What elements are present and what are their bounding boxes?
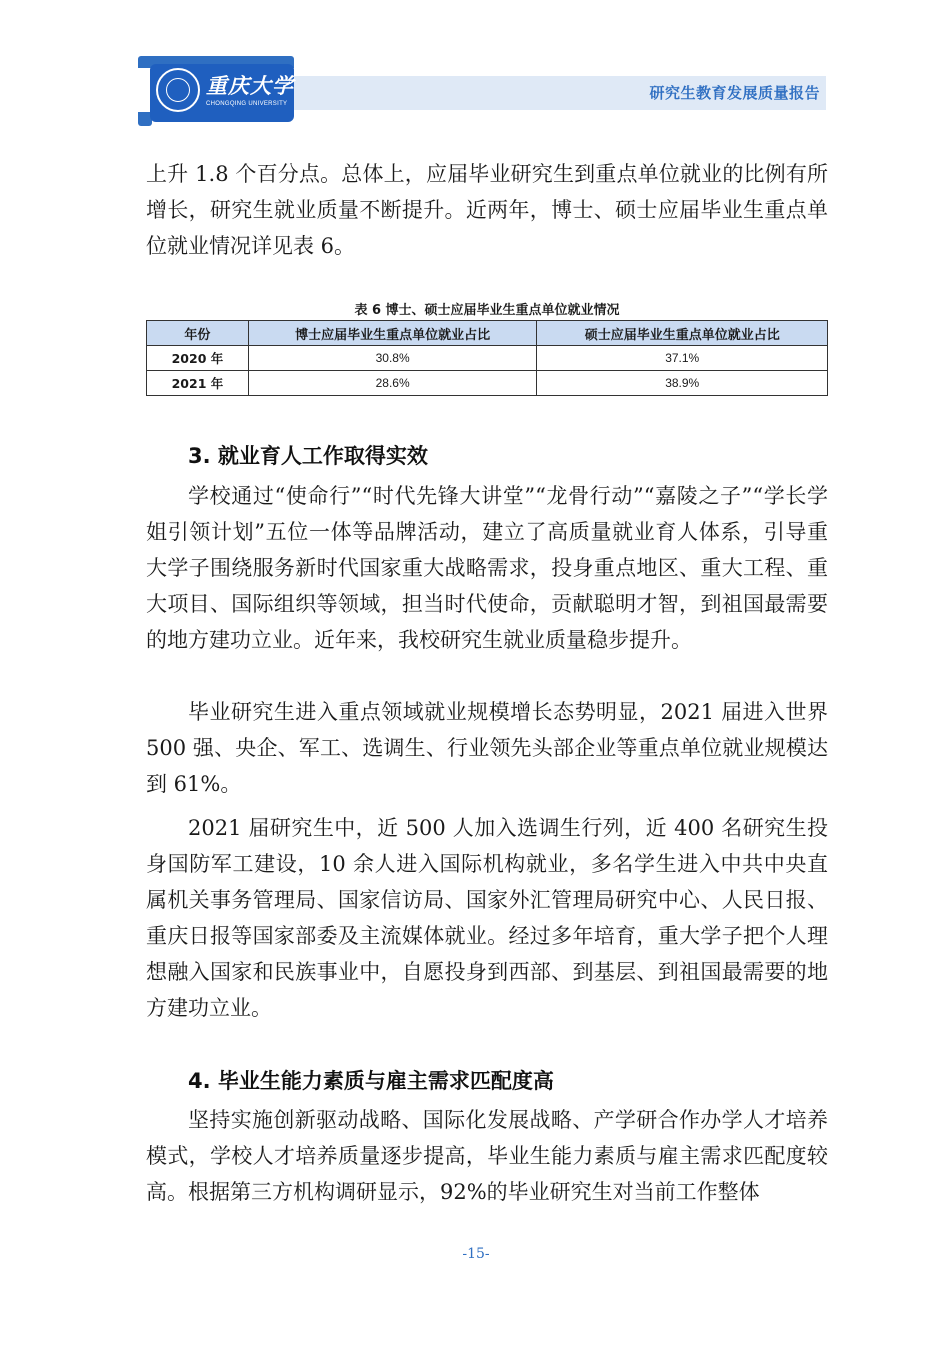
table-cell: 37.1% [537, 346, 828, 371]
table-cell: 38.9% [537, 371, 828, 396]
university-seal-icon [156, 68, 200, 112]
logo-chinese-name: 重庆大学 [206, 73, 294, 98]
table-cell-year: 2020 年 [147, 346, 249, 371]
table-header-row [147, 321, 828, 346]
column-header: 年份 [147, 321, 249, 346]
table-cell-year: 2021 年 [147, 371, 249, 396]
report-title: 研究生教育发展质量报告 [649, 84, 820, 102]
table-cell: 30.8% [248, 346, 537, 371]
paragraph: 学校通过“使命行”“时代先锋大讲堂”“龙骨行动”“嘉陵之子”“学长学姐引领计划”五位一体等品牌活动，建立了高质量就业育人体系，引导重大学子围绕服务新时代国家重大战略需求，投身重点地区、重大工程、重大项目、国际组织等领域，担当时代使命，贡献聪明才智，到祖国最需要的地方建功立业。近年来，我校研究生就业质量稳步提升。 [146, 484, 828, 652]
table-row [147, 371, 828, 396]
table-cell: 28.6% [248, 371, 537, 396]
employment-table [146, 320, 828, 396]
column-header: 硕士应届毕业生重点单位就业占比 [537, 321, 828, 346]
logo-english-name: CHONGQING UNIVERSITY [206, 101, 288, 107]
column-header: 博士应届毕业生重点单位就业占比 [248, 321, 537, 346]
table-caption: 表 6 博士、硕士应届毕业生重点单位就业情况 [354, 303, 620, 318]
paragraph: 毕业研究生进入重点领域就业规模增长态势明显，2021 届进入世界 500 强、央企、军工、选调生、行业领先头部企业等重点单位就业规模达到 61%。 [146, 700, 828, 796]
table-row [147, 346, 828, 371]
paragraph: 2021 届研究生中，近 500 人加入选调生行列，近 400 名研究生投身国防军工建设，10 余人进入国际机构就业，多名学生进入中共中央直属机关事务管理局、国家信访局、国家外汇管理局研究中心、人民日报、重庆日报等国家部委及主流媒体就业。经过多年培育，重大学子把个人理想融入国家和民族事业中，自愿投身到西部、到基层、到祖国最需要的地方建功立业。 [146, 816, 828, 1020]
paragraph: 上升 1.8 个百分点。总体上，应届毕业研究生到重点单位就业的比例有所增长，研究生就业质量不断提升。近两年，博士、硕士应届毕业生重点单位就业情况详见表 6。 [146, 162, 828, 258]
page-number: -15- [462, 1246, 490, 1262]
section-heading: 3. 就业育人工作取得实效 [188, 444, 428, 468]
section-heading: 4. 毕业生能力素质与雇主需求匹配度高 [188, 1069, 554, 1093]
paragraph: 坚持实施创新驱动战略、国际化发展战略、产学研合作办学人才培养模式，学校人才培养质量逐步提高，毕业生能力素质与雇主需求匹配度较高。根据第三方机构调研显示，92%的毕业研究生对当前工作整体 [146, 1108, 828, 1204]
